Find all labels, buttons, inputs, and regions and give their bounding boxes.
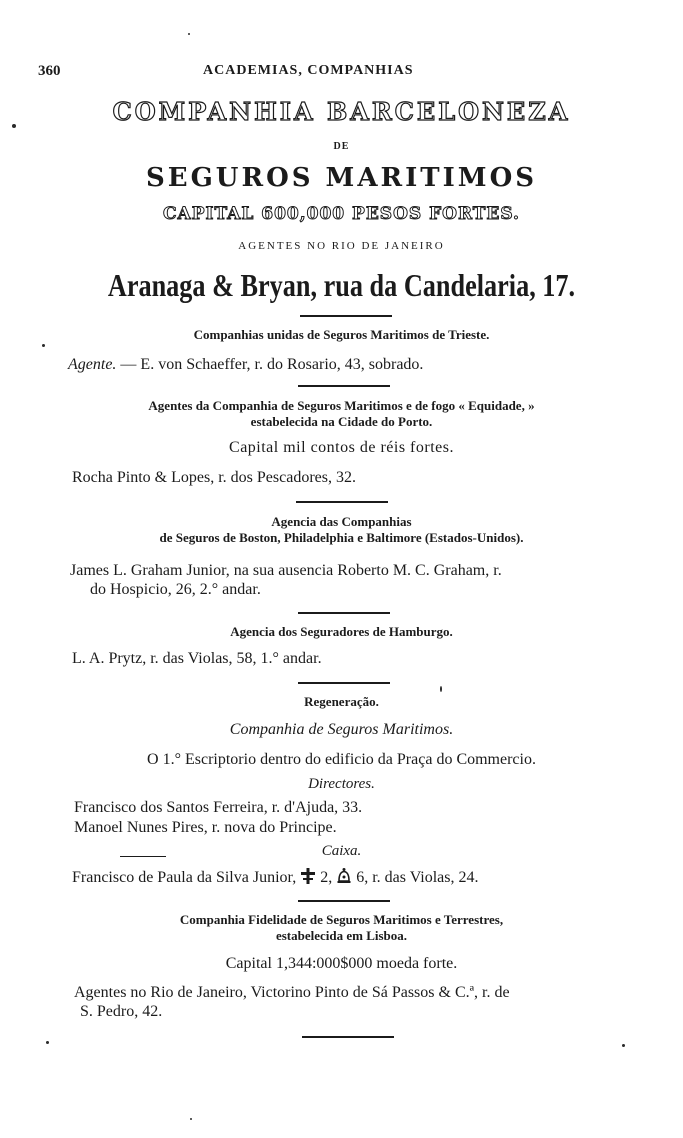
boston-agent-2: do Hospicio, 26, 2.° andar. xyxy=(90,581,261,598)
boston-title-1: Agencia das Companhias xyxy=(271,514,412,529)
scan-speck xyxy=(190,1118,192,1120)
equidade-agents: Rocha Pinto & Lopes, r. dos Pescadores, 32. xyxy=(72,469,356,486)
regeneracao-title: Regeneração. xyxy=(304,694,379,709)
fidelidade-title-2: estabelecida em Lisboa. xyxy=(275,928,408,943)
scan-speck xyxy=(46,1041,49,1044)
caixa-line xyxy=(72,867,479,890)
capital-barceloneza: CAPITAL 600,000 PESOS FORTES. xyxy=(163,204,520,224)
divider-4 xyxy=(298,612,390,614)
scan-speck xyxy=(42,344,45,347)
boston-title-2: de Seguros de Boston, Philadelphia e Baltimore (Estados-Unidos). xyxy=(159,530,524,545)
divider-5 xyxy=(298,682,390,684)
directors-label: Directores. xyxy=(308,776,375,792)
fidelidade-capital: Capital 1,344:000$000 moeda forte. xyxy=(225,955,458,972)
regeneracao-office: O 1.° Escriptorio dentro do edificio da Praça do Commercio. xyxy=(147,751,536,768)
scan-speck xyxy=(622,1044,625,1047)
agents-heading: AGENTES NO RIO DE JANEIRO xyxy=(238,240,445,252)
running-title: ACADEMIAS, COMPANHIAS xyxy=(203,63,414,78)
agent-label: Agente. xyxy=(68,356,117,373)
caixa-bell-number: 6, r. das Violas, 24. xyxy=(356,869,479,886)
boston-agent-1: James L. Graham Junior, na sua ausencia Roberto M. C. Graham, r. xyxy=(70,562,502,579)
divider-1 xyxy=(300,315,392,317)
divider-3 xyxy=(296,501,388,503)
fidelidade-agents-1: Agentes no Rio de Janeiro, Victorino Pinto de Sá Passos & C.ª, r. de xyxy=(74,984,510,1001)
hamburgo-title: Agencia dos Seguradores de Hamburgo. xyxy=(230,624,453,639)
agent-text: — E. von Schaeffer, r. do Rosario, 43, sobrado. xyxy=(116,356,424,373)
regeneracao-subtitle: Companhia de Seguros Maritimos. xyxy=(229,721,454,738)
equidade-capital: Capital mil contos de réis fortes. xyxy=(229,439,454,456)
agents-barceloneza: Aranaga & Bryan, rua da Candelaria, 17. xyxy=(107,267,576,303)
scan-speck xyxy=(12,124,16,128)
fidelidade-agents-2: S. Pedro, 42. xyxy=(80,1003,163,1020)
fidelidade-title-1: Companhia Fidelidade de Seguros Maritimos e Terrestres, xyxy=(179,912,504,927)
director-2: Manoel Nunes Pires, r. nova do Principe. xyxy=(74,819,337,836)
hamburgo-agent: L. A. Prytz, r. das Violas, 58, 1.° andar. xyxy=(72,650,322,667)
trieste-agent xyxy=(68,356,423,374)
de-label: DE xyxy=(333,141,350,152)
director-1: Francisco dos Santos Ferreira, r. d'Ajuda, 33. xyxy=(74,799,363,816)
divider-7 xyxy=(302,1036,394,1038)
scan-speck xyxy=(188,33,190,35)
divider-2 xyxy=(298,385,390,387)
caixa-cross-number: 2, xyxy=(320,869,333,886)
page-number: 360 xyxy=(38,63,61,79)
equidade-title-1: Agentes da Companhia de Seguros Maritimos e de fogo « Equidade, » xyxy=(148,398,535,413)
trieste-title: Companhias unidas de Seguros Maritimos de Trieste. xyxy=(193,327,490,342)
cross-icon xyxy=(300,867,316,890)
divider-6 xyxy=(298,900,390,902)
caixa-name: Francisco de Paula da Silva Junior, xyxy=(72,869,297,886)
equidade-title-2: estabelecida na Cidade do Porto. xyxy=(250,414,433,429)
caixa-label: Caixa. xyxy=(321,843,362,859)
company-title-barceloneza: COMPANHIA BARCELONEZA xyxy=(112,97,571,126)
insurance-title: SEGUROS MARITIMOS xyxy=(146,163,537,193)
bell-icon xyxy=(336,867,352,890)
scan-speck xyxy=(440,686,442,692)
